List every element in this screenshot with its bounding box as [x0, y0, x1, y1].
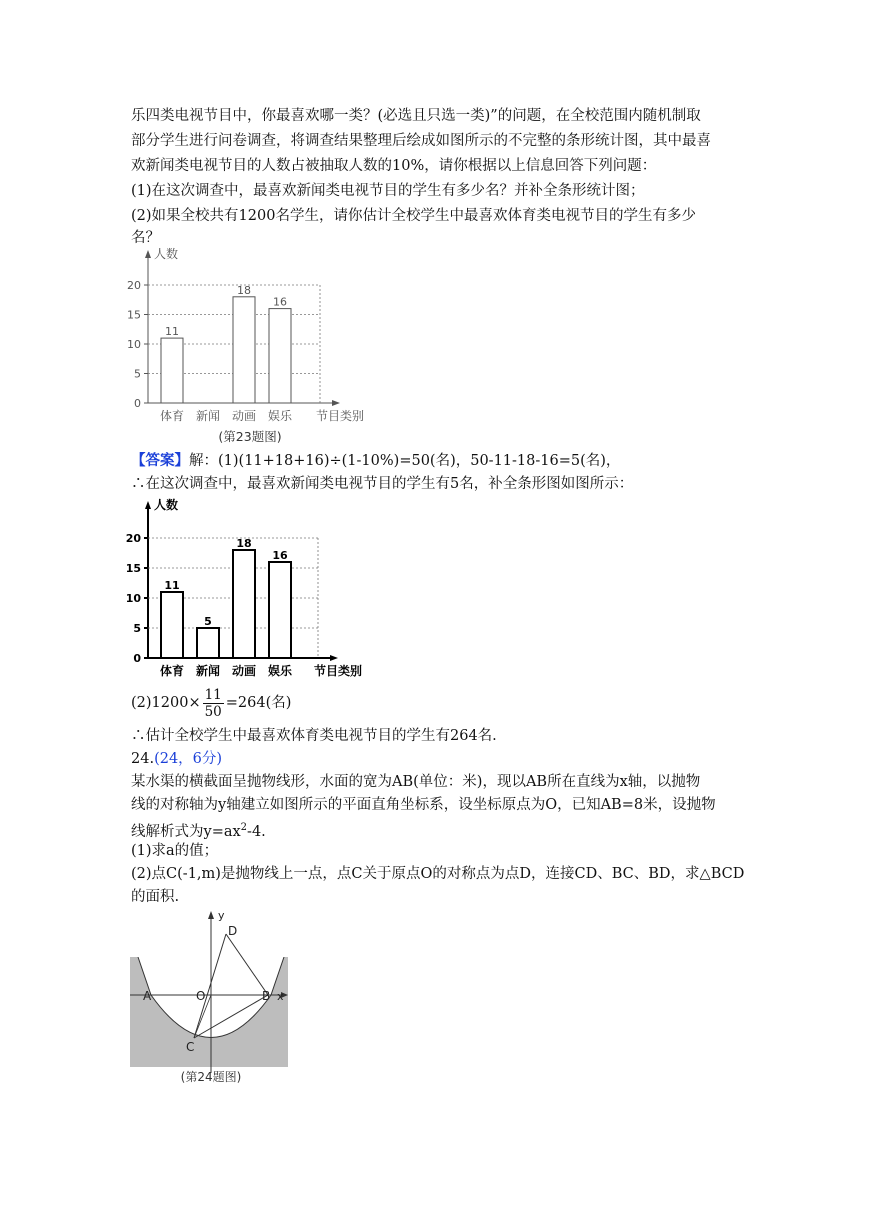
y-axis-arrow	[145, 250, 151, 258]
q23-line-2: 部分学生进行问卷调查，将调查结果整理后绘成如图所示的不完整的条形统计图，其中最喜	[131, 133, 711, 149]
bar	[161, 592, 183, 658]
bar-value-label: 16	[273, 295, 287, 309]
y-axis-arrow	[145, 501, 151, 509]
bar-value-label: 18	[236, 537, 252, 550]
q24-line-2: 线的对称轴为y轴建立如图所示的平面直角坐标系，设坐标原点为O，已知AB=8米，设抛物	[131, 797, 716, 813]
y-axis-label: 人数	[154, 498, 179, 512]
figure-24-caption: (第24题图)	[180, 1070, 242, 1084]
q23-sub-1: (1)在这次调查中，最喜欢新闻类电视节目的学生有多少名？并补全条形统计图；	[131, 183, 645, 199]
q24-formula-sup: 2	[240, 822, 248, 833]
y-axis-label: 人数	[154, 247, 179, 261]
bar	[269, 562, 291, 658]
answer-text-1: 解：(1)(11+18+16)÷(1-10%)=50(名)，50-11-18-16=5(名)，	[189, 453, 621, 469]
part2-prefix: (2)1200×	[131, 695, 201, 711]
y-axis-arrow	[208, 911, 214, 919]
label-c: C	[186, 1040, 195, 1054]
y-tick-label: 0	[134, 397, 141, 410]
label-x: x	[277, 990, 284, 1003]
label-y: y	[218, 909, 225, 922]
q23-line-3: 欢新闻类电视节目的人数占被抽取人数的10%，请你根据以上信息回答下列问题：	[131, 158, 657, 174]
q24-formula-post: -4.	[247, 823, 266, 840]
category-label: 动画	[231, 409, 257, 423]
category-label: 体育	[159, 409, 185, 423]
category-label: 新闻	[195, 409, 221, 423]
q24-heading	[131, 749, 222, 769]
parabola-figure	[128, 905, 293, 1090]
label-o: O	[196, 989, 206, 1003]
answer-tag: 【答案】	[131, 452, 189, 469]
answer-line-1	[131, 451, 620, 471]
figure-23-caption: (第23题图)	[218, 429, 282, 444]
y-tick-label: 15	[125, 562, 141, 575]
q24-line-3	[131, 818, 266, 842]
fraction	[203, 687, 224, 720]
q24-line-1: 某水渠的横截面呈抛物线形，水面的宽为AB(单位：米)，现以AB所在直线为x轴，以抛物	[131, 774, 701, 790]
label-a: A	[143, 989, 152, 1003]
y-tick-label: 5	[134, 367, 141, 381]
x-axis-label: 节目类别	[313, 664, 363, 678]
bar-value-label: 16	[272, 549, 288, 562]
category-label: 娱乐	[267, 409, 293, 423]
category-label: 新闻	[195, 664, 221, 678]
bar-value-label: 11	[164, 579, 180, 592]
x-axis-label: 节目类别	[315, 409, 365, 423]
q24-sub-2b: 的面积.	[131, 889, 180, 905]
y-tick-label: 20	[127, 279, 141, 292]
fraction-denominator: 50	[204, 703, 222, 720]
fraction-numerator: 11	[204, 686, 222, 703]
part2-suffix: =264(名)	[225, 695, 292, 711]
chart-completed-plot	[126, 497, 362, 678]
y-tick-label: 10	[125, 592, 141, 605]
q24-number: 24.	[131, 751, 155, 767]
bar	[161, 338, 183, 403]
bar	[197, 628, 219, 658]
label-d: D	[228, 924, 238, 938]
bar-chart-completed	[125, 495, 368, 680]
bar-value-label: 18	[237, 283, 251, 297]
bar-value-label: 5	[204, 615, 212, 628]
y-tick-label: 0	[133, 652, 141, 665]
bar	[233, 550, 255, 658]
category-label: 动画	[231, 664, 257, 678]
bar	[233, 297, 255, 403]
label-b: B	[262, 989, 271, 1003]
y-tick-label: 20	[125, 532, 141, 545]
q24-meta: (24，6分)	[154, 751, 223, 767]
q23-sub-2a: (2)如果全校共有1200名学生，请你估计全校学生中最喜欢体育类电视节目的学生有多少	[131, 208, 696, 224]
q24-formula-pre: 线解析式为y=ax	[131, 823, 241, 840]
q23-sub-2b: 名？	[131, 230, 160, 246]
bar-chart-original	[127, 246, 365, 446]
y-tick-label: 10	[127, 338, 141, 351]
x-axis-arrow	[330, 655, 338, 661]
bar	[269, 309, 291, 403]
y-tick-label: 15	[127, 308, 141, 322]
answer-line-2: ∴在这次调查中，最喜欢新闻类电视节目的学生有5名，补全条形图如图所示：	[131, 476, 634, 492]
q23-line-1: 乐四类电视节目中，你最喜欢哪一类？(必选且只选一类)”的问题，在全校范围内随机制取	[131, 108, 701, 124]
x-axis-arrow	[332, 400, 340, 406]
chart-original-plot	[127, 246, 364, 423]
q24-sub-1: (1)求a的值；	[131, 843, 219, 859]
q24-sub-2a: (2)点C(-1,m)是抛物线上一点，点C关于原点O的对称点为点D，连接CD、BC、BD，求△BCD	[131, 866, 745, 882]
bar-value-label: 11	[165, 325, 179, 339]
y-tick-label: 5	[133, 622, 141, 635]
category-label: 体育	[159, 664, 185, 678]
answer-line-3: ∴估计全校学生中最喜欢体育类电视节目的学生有264名.	[131, 728, 497, 744]
category-label: 娱乐	[267, 664, 293, 678]
answer-part-2	[131, 685, 291, 721]
